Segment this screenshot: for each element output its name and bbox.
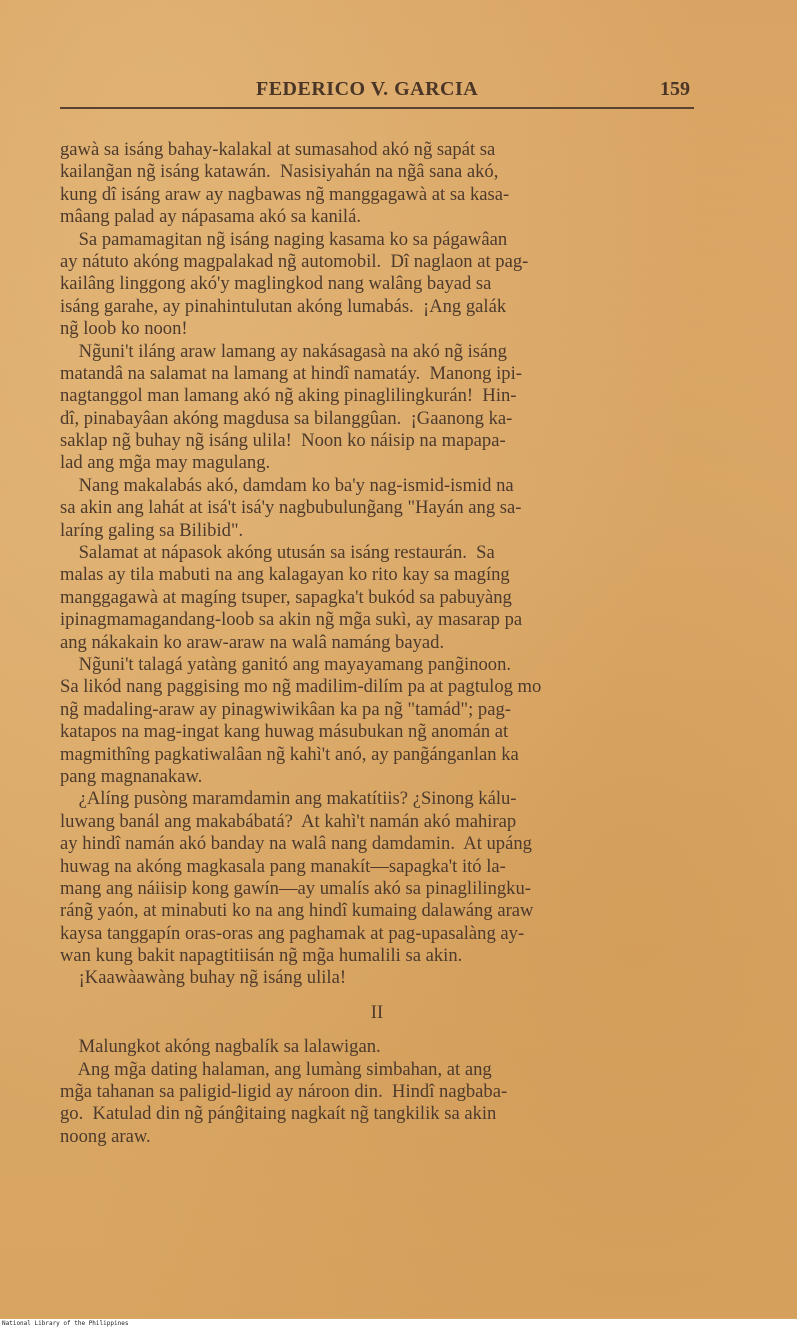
footer-strip — [0, 1319, 797, 1328]
text-line: mg̃a tahanan sa paligid-ligid ay nároon din. Hindî nagbaba- — [60, 1081, 508, 1103]
running-header-title: FEDERICO V. GARCIA — [256, 78, 479, 100]
footer-credit: National Library of the Philippines — [2, 1320, 129, 1327]
text-line: pang magnanakaw. — [60, 765, 203, 787]
text-line: Ng̃uni't iláng araw lamang ay nakásagasà na akó ng̃ isáng — [60, 340, 507, 362]
text-line: go. Katulad din ng̃ pánĝitaing nagkaít ng̃ tangkilik sa akin — [60, 1103, 497, 1125]
text-line: Ng̃uni't talagá yatàng ganitó ang mayayamang pang̃inoon. — [60, 653, 512, 675]
text-line: manggagawà at magíng tsuper, sapagka't bukód sa pabuyàng — [60, 586, 512, 608]
text-line: mâang palad ay nápasama akó sa kanilá. — [60, 206, 361, 228]
text-line: ay hindî namán akó banday na walâ nang damdamin. At upáng — [60, 833, 532, 855]
body-text — [60, 139, 694, 1148]
text-line: Sa likód nang paggising mo ng̃ madilim-dilím pa at pagtulog mo — [60, 676, 542, 698]
text-line: laríng galing sa Bilibid". — [60, 519, 244, 541]
text-line: Ang mg̃a dating halaman, ang lumàng simbahan, at ang — [60, 1058, 492, 1080]
text-line: gawà sa isáng bahay-kalakal at sumasahod akó ng̃ sapát sa — [60, 139, 496, 160]
text-line: ¡Kaawàawàng buhay ng̃ isáng ulila! — [60, 967, 347, 989]
text-line: ipinagmamagandang-loob sa akin ng̃ mg̃a sukì, ay masarap pa — [60, 609, 523, 631]
page-number: 159 — [660, 78, 690, 100]
text-line: huwag na akóng magkasala pang manakít—sapagka't itó la- — [60, 855, 506, 877]
text-line: ng̃ loob ko noon! — [60, 318, 188, 340]
text-line: Nang makalabás akó, damdam ko ba'y nag-ismid-ismid na — [60, 474, 514, 496]
text-line: kaysa tanggapín oras-oras ang paghamak at pag-upasalàng ay- — [60, 922, 525, 944]
text-line: dî, pinabayâan akóng magdusa sa bilanggûan. ¡Gaanong ka- — [60, 407, 513, 429]
text-line: ang nákakain ko araw-araw na walâ namáng bayad. — [60, 631, 445, 653]
text-line: lad ang mg̃a may magulang. — [60, 452, 271, 474]
text-line: mang ang náiisip kong gawín—ay umalís akó sa pinaglilingku- — [60, 877, 531, 899]
text-line: magmithîng pagkatiwalâan ng̃ kahì't anó, ay pang̃ánganlan ka — [60, 743, 519, 765]
text-line: noong araw. — [60, 1125, 151, 1147]
text-line: ráng̃ yaón, at minabuti ko na ang hindî kumaing dalawáng araw — [60, 900, 534, 922]
text-line: ¿Alíng pusòng maramdamin ang makatítiis? ¿Sinong kálu- — [60, 788, 517, 810]
text-line: isáng garahe, ay pinahintulutan akóng lumabás. ¡Ang galák — [60, 295, 507, 317]
running-header — [0, 76, 797, 106]
text-line: nagtanggol man lamang akó ng̃ aking pinaglilingkurán! Hin- — [60, 385, 517, 407]
text-line: ng̃ madaling-araw ay pinagwiwikâan ka pa ng̃ "tamád"; pag- — [60, 698, 511, 720]
text-line: saklap ng̃ buhay ng̃ isáng ulila! Noon ko náisip na mapapa- — [60, 430, 506, 452]
text-line: kung dî isáng araw ay nagbawas ng̃ manggagawà at sa kasa- — [60, 183, 510, 205]
text-line: wan kung bakit napagtitiisán ng̃ mg̃a humalili sa akin. — [60, 945, 463, 967]
section-heading: II — [370, 1001, 384, 1023]
text-line: sa akin ang lahát at isá't isá'y nagbubulung̃ang "Hayán ang sa- — [60, 497, 522, 519]
header-rule — [60, 107, 694, 109]
text-line: luwang banál ang makabábatá? At kahì't namán akó mahirap — [60, 810, 517, 832]
text-line: kailâng linggong akó'y maglingkod nang walâng bayad sa — [60, 273, 492, 295]
text-line: Malungkot akóng nagbalík sa lalawigan. — [60, 1036, 381, 1058]
body-text-part-one — [60, 139, 694, 990]
body-text-part-two — [60, 1036, 694, 1148]
text-line: kailang̃an ng̃ isáng katawán. Nasisiyahán na ng̃â sana akó, — [60, 161, 499, 183]
text-line: matandâ na salamat na lamang at hindî namatáy. Manong ipi- — [60, 362, 522, 384]
text-line: ay nátuto akóng magpalakad ng̃ automobil. Dî naglaon at pag- — [60, 250, 529, 272]
text-line: katapos na mag-ingat kang huwag másubukan ng̃ anomán at — [60, 721, 509, 743]
text-line: Sa pamamagitan ng̃ isáng naging kasama ko sa págawâan — [60, 228, 508, 250]
text-line: Salamat at nápasok akóng utusán sa isáng restaurán. Sa — [60, 542, 495, 564]
text-line: malas ay tila mabuti na ang kalagayan ko rito kay sa magíng — [60, 564, 510, 586]
